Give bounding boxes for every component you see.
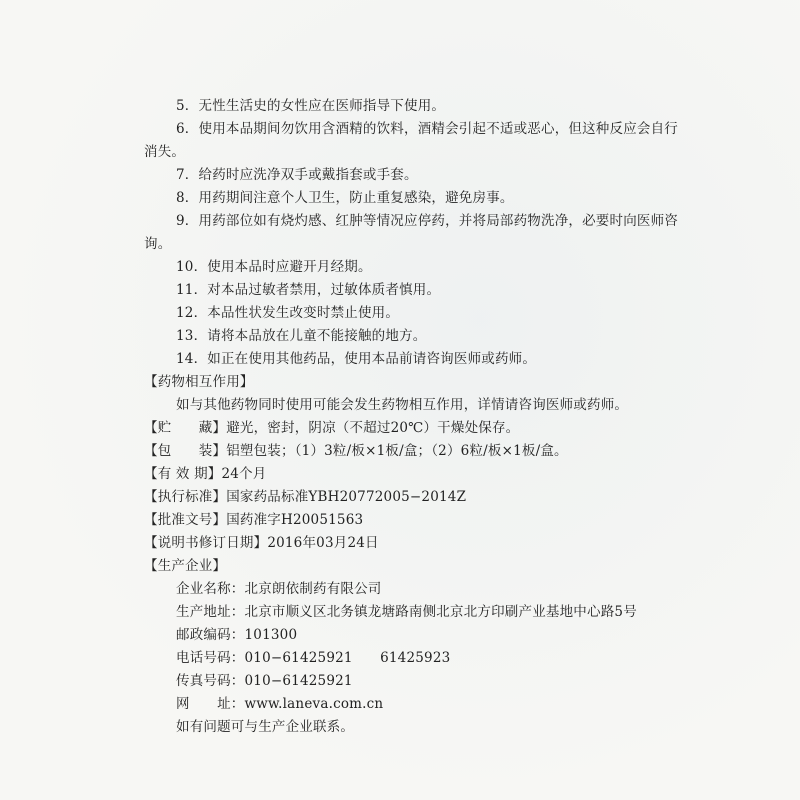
validity-value: 24个月 — [221, 466, 267, 482]
storage-label: 【贮 藏】 — [144, 420, 227, 436]
revision-value: 2016年03月24日 — [267, 535, 379, 551]
package-row — [144, 440, 684, 463]
standard-label: 【执行标准】 — [144, 489, 227, 505]
precaution-11: 11．对本品过敏者禁用，过敏体质者慎用。 — [176, 282, 441, 298]
manufacturer-contact: 如有问题可与生产企业联系。 — [176, 719, 355, 735]
interaction-body: 如与其他药物同时使用可能会发生药物相互作用，详情请咨询医师或药师。 — [176, 397, 629, 413]
precaution-5: 5．无性生活史的女性应在医师指导下使用。 — [176, 98, 446, 114]
manufacturer-postcode: 邮政编码：101300 — [176, 627, 298, 643]
manufacturer-fax: 传真号码：010−61425921 — [176, 673, 353, 689]
manufacturer-website: 网 址：www.laneva.com.cn — [176, 696, 384, 712]
manufacturer-heading: 【生产企业】 — [144, 558, 227, 574]
precaution-13: 13．请将本品放在儿童不能接触的地方。 — [176, 328, 427, 344]
package-value: 铝塑包装；（1）3粒/板×1板/盒；（2）6粒/板×1板/盒。 — [226, 443, 568, 459]
approval-value: 国药准字H20051563 — [226, 512, 364, 528]
revision-row — [144, 532, 684, 555]
standard-row — [144, 486, 684, 509]
precaution-14: 14．如正在使用其他药品，使用本品前请咨询医师或药师。 — [176, 351, 537, 367]
precaution-8: 8．用药期间注意个人卫生，防止重复感染，避免房事。 — [176, 190, 514, 206]
storage-value: 避光，密封，阴凉（不超过20℃）干燥处保存。 — [226, 420, 520, 436]
precaution-6: 6．使用本品期间勿饮用含酒精的饮料，酒精会引起不适或恶心，但这种反应会自行消失。 — [144, 121, 678, 160]
package-label: 【包 装】 — [144, 443, 227, 459]
precaution-12: 12．本品性状发生改变时禁止使用。 — [176, 305, 400, 321]
validity-label: 【有 效 期】 — [144, 466, 222, 482]
standard-value: 国家药品标准YBH20772005−2014Z — [226, 489, 467, 505]
validity-row — [144, 463, 684, 486]
precaution-9: 9．用药部位如有烧灼感、红肿等情况应停药，并将局部药物洗净，必要时向医师咨询。 — [144, 213, 678, 252]
storage-row — [144, 417, 684, 440]
manufacturer-name: 企业名称：北京朗依制药有限公司 — [176, 581, 382, 597]
manufacturer-phone: 电话号码：010−61425921 61425923 — [176, 650, 451, 666]
leaflet-text — [144, 95, 684, 739]
approval-label: 【批准文号】 — [144, 512, 227, 528]
interaction-heading: 【药物相互作用】 — [144, 374, 254, 390]
precaution-7: 7．给药时应洗净双手或戴指套或手套。 — [176, 167, 418, 183]
precaution-10: 10．使用本品时应避开月经期。 — [176, 259, 372, 275]
revision-label: 【说明书修订日期】 — [144, 535, 268, 551]
manufacturer-address: 生产地址：北京市顺义区北务镇龙塘路南侧北京北方印刷产业基地中心路5号 — [176, 604, 637, 620]
approval-row — [144, 509, 684, 532]
